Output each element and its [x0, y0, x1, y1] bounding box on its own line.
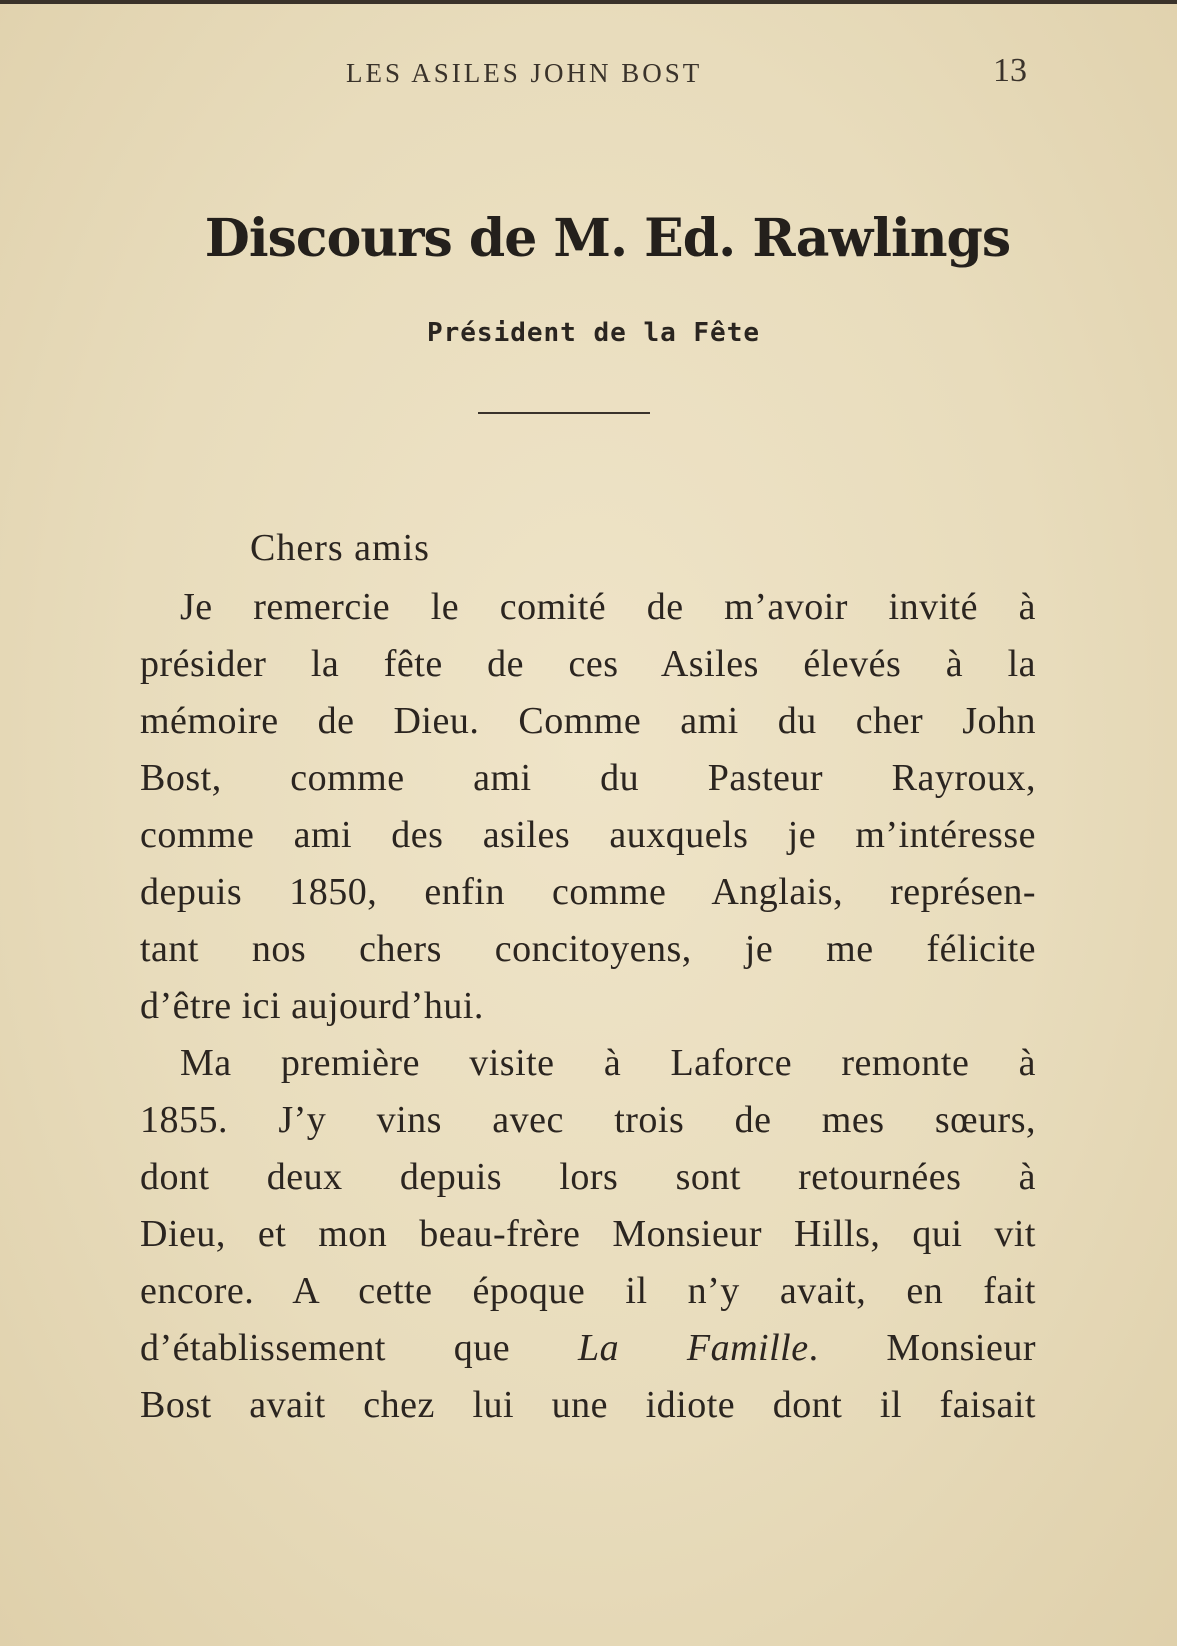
- text-segment: . Monsieur: [808, 1327, 1037, 1369]
- body-text: [100, 520, 1036, 1434]
- text-line: d’être ici aujourd’hui.: [140, 985, 484, 1027]
- salutation: Chers amis: [250, 527, 430, 569]
- text-line: depuis 1850, enfin comme Anglais, représen-: [140, 871, 1036, 913]
- page-title: Discours de M. Ed. Rawlings: [204, 208, 1011, 269]
- text-line: 1855. J’y vins avec trois de mes sœurs,: [140, 1099, 1036, 1141]
- text-line: dont deux depuis lors sont retournées à: [140, 1156, 1036, 1198]
- text-line-mixed: [100, 1320, 1036, 1377]
- text-segment: d’établissement que: [140, 1327, 578, 1369]
- text-line: encore. A cette époque il n’y avait, en fait: [140, 1270, 1036, 1312]
- text-line: Bost, comme ami du Pasteur Rayroux,: [140, 757, 1036, 799]
- paragraph-2: [100, 1035, 1036, 1434]
- text-line: Je remercie le comité de m’avoir invité à: [180, 586, 1036, 628]
- text-line: comme ami des asiles auxquels je m’intéresse: [140, 814, 1036, 856]
- italic-title: La Famille: [577, 1327, 809, 1369]
- page-number: 13: [993, 52, 1027, 89]
- running-head: LES ASILES JOHN BOST: [346, 58, 703, 88]
- text-line: tant nos chers concitoyens, je me félicite: [140, 928, 1036, 970]
- text-line: Dieu, et mon beau-frère Monsieur Hills, qui vit: [140, 1213, 1036, 1255]
- divider-rule: [478, 412, 650, 414]
- text-line: Bost avait chez lui une idiote dont il faisait: [140, 1384, 1036, 1426]
- page-subtitle: Président de la Fête: [426, 318, 761, 348]
- paragraph-1: [100, 579, 1036, 1035]
- top-edge-rule: [0, 0, 1177, 4]
- text-line: Ma première visite à Laforce remonte à: [180, 1042, 1036, 1084]
- text-line: présider la fête de ces Asiles élevés à la: [140, 643, 1036, 685]
- text-line: mémoire de Dieu. Comme ami du cher John: [140, 700, 1036, 742]
